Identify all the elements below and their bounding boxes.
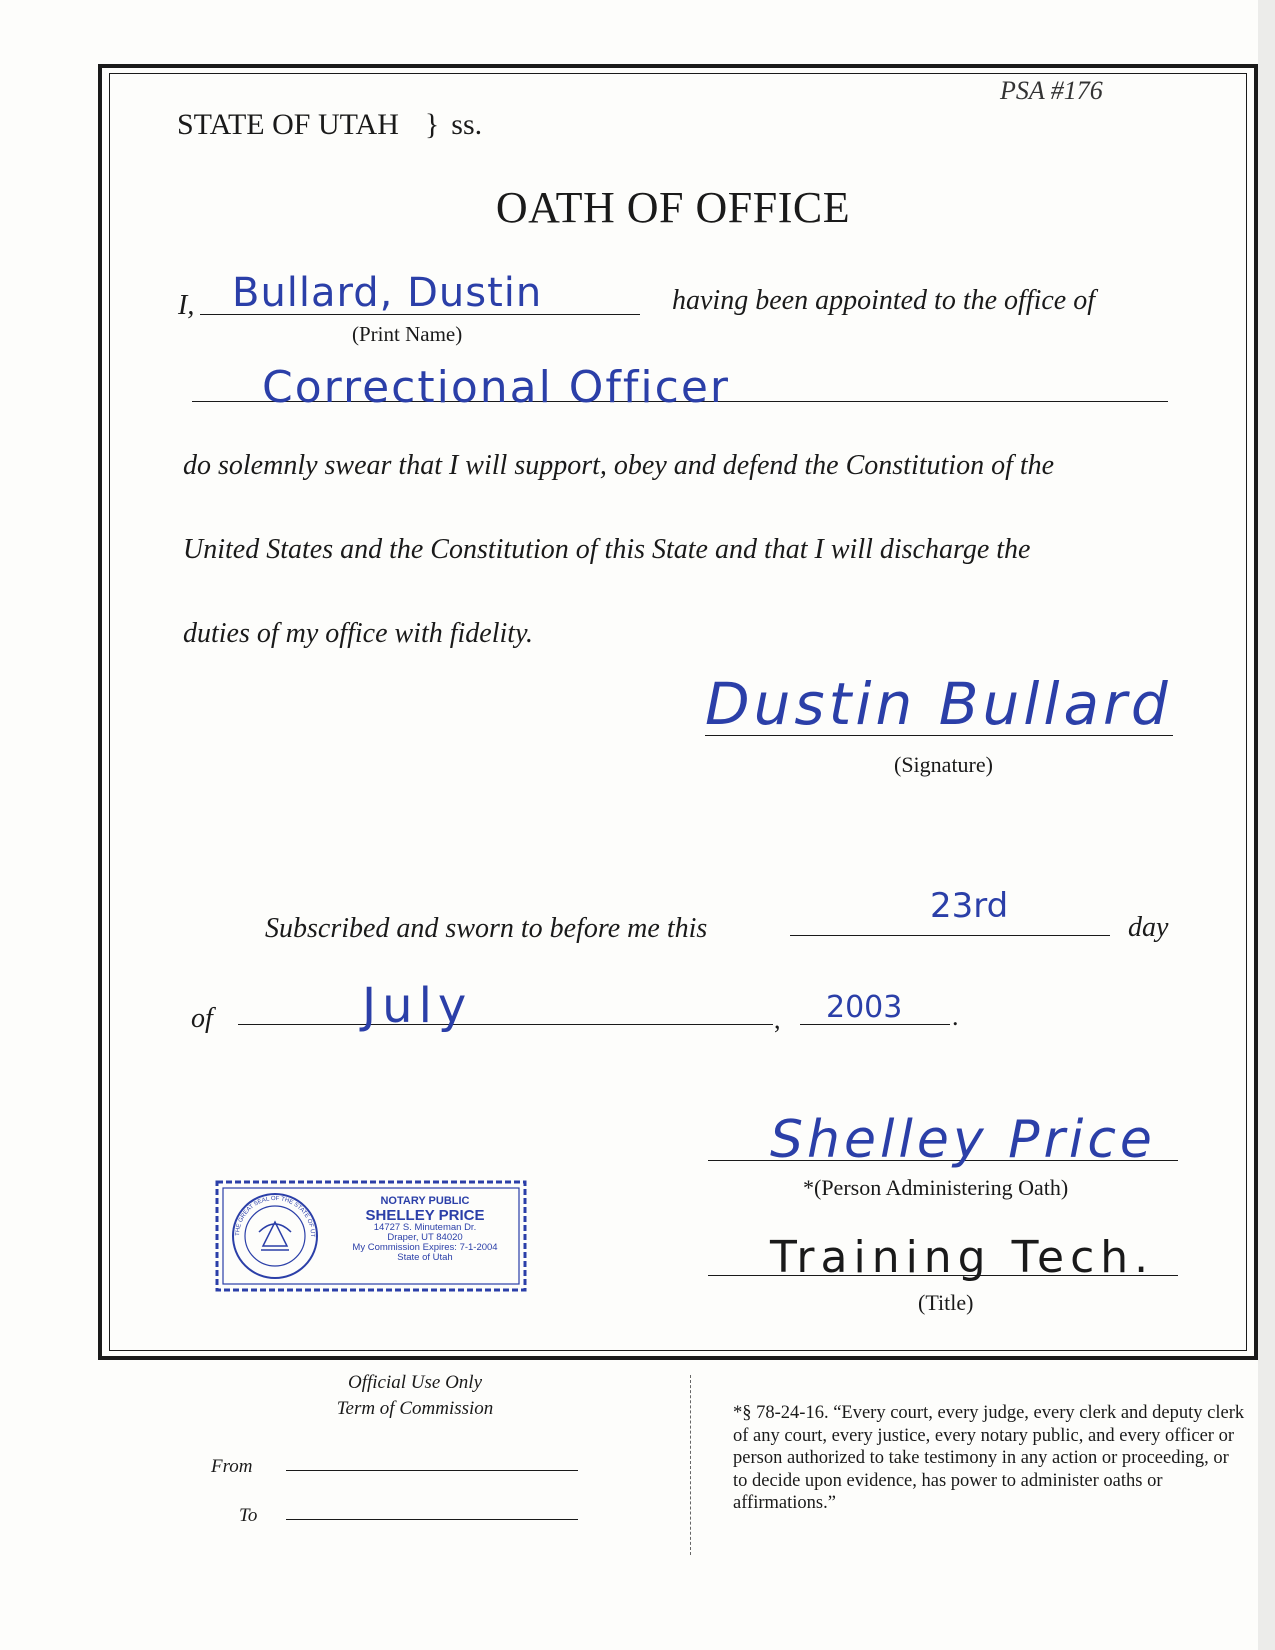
administrator-caption: *(Person Administering Oath) — [803, 1175, 1069, 1200]
footer-divider — [690, 1375, 691, 1555]
date-period: . — [952, 1002, 959, 1031]
day-label: day — [1128, 912, 1169, 943]
date-comma: , — [774, 1005, 781, 1034]
appointed-text: having been appointed to the office of — [672, 285, 1096, 316]
reference-number: PSA #176 — [1000, 76, 1103, 105]
stamp-line-4: Draper, UT 84020 — [387, 1232, 463, 1244]
title-caption: (Title) — [918, 1290, 974, 1315]
print-name-value: Bullard, Dustin — [232, 270, 543, 316]
official-use-line-2: Term of Commission — [336, 1398, 494, 1419]
official-use-line-1: Official Use Only — [347, 1372, 483, 1393]
title-value: Training Tech. — [770, 1232, 1155, 1283]
from-label: From — [211, 1456, 253, 1477]
stamp-line-1: NOTARY PUBLIC — [380, 1195, 470, 1207]
oath-text-line-2: United States and the Constitution of this State and that I will discharge the — [183, 534, 1031, 565]
state-label: STATE OF UTAH — [177, 108, 399, 141]
to-line[interactable] — [286, 1519, 578, 1520]
signature-value: Dustin Bullard — [705, 670, 1172, 738]
stamp-line-5: My Commission Expires: 7-1-2004 — [352, 1242, 498, 1254]
seal-ring-text: THE GREAT SEAL OF THE STATE OF UT — [234, 1195, 316, 1237]
official-use-heading — [300, 1370, 530, 1422]
print-name-caption: (Print Name) — [352, 322, 463, 346]
of-label: of — [191, 1003, 213, 1034]
oath-text-line-1: do solemnly swear that I will support, obey and defend the Constitution of the — [183, 450, 1055, 481]
ss-label: ss. — [451, 108, 483, 141]
signature-caption: (Signature) — [894, 752, 993, 777]
day-line[interactable] — [790, 935, 1110, 936]
day-value: 23rd — [930, 886, 1009, 926]
oath-text-line-3: duties of my office with fidelity. — [183, 618, 533, 649]
stamp-line-6: State of Utah — [397, 1252, 453, 1264]
venue-brace: } — [424, 108, 440, 141]
page-edge — [1258, 0, 1275, 1650]
month-line[interactable] — [238, 1024, 773, 1025]
office-value: Correctional Officer — [262, 362, 730, 413]
subscribed-text: Subscribed and sworn to before me this — [265, 913, 708, 944]
stamp-line-2: SHELLEY PRICE — [365, 1206, 485, 1224]
stamp-line-3: 14727 S. Minuteman Dr. — [373, 1222, 477, 1234]
notary-stamp-text — [330, 1196, 520, 1263]
i-label: I, — [178, 290, 195, 321]
month-value: July — [362, 978, 473, 1034]
statute-text: *§ 78-24-16. “Every court, every judge, every clerk and deputy clerk of any court, every justice, every notary public, and every officer or person authorized to take testimony in any action or proceeding, or to decide upon evidence, has power to administer oaths or affirmations.” — [733, 1403, 1245, 1513]
from-line[interactable] — [286, 1470, 578, 1471]
administrator-signature-value: Shelley Price — [770, 1110, 1156, 1170]
year-value: 2003 — [826, 990, 903, 1025]
venue-line — [177, 108, 482, 142]
page-title: OATH OF OFFICE — [495, 183, 851, 232]
state-seal-icon — [233, 1194, 317, 1278]
to-label: To — [239, 1505, 258, 1526]
